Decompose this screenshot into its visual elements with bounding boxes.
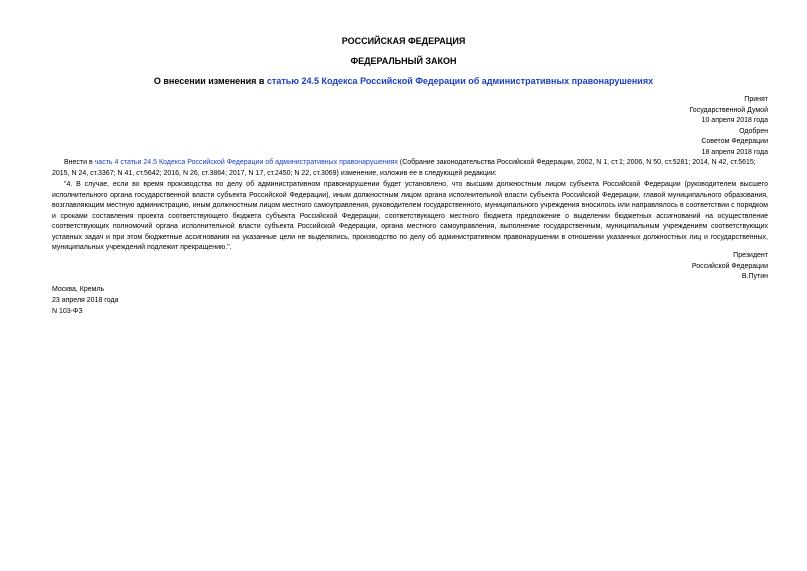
signature-title: Президент <box>733 252 768 259</box>
intro-line-2: 2015, N 24, ст.3367; N 41, ст.5642; 2016, N 26, ст.3864; 2017, N 17, ст.2450; N 22, ст.3069) изменение, изложив ее в следующей редакции: <box>52 169 497 177</box>
doc-type-heading: ФЕДЕРАЛЬНЫЙ ЗАКОН <box>350 56 457 66</box>
adoption-line-2: Государственной Думой <box>689 106 768 114</box>
footer-block <box>52 284 118 317</box>
signature-block <box>692 251 768 283</box>
law-title <box>0 76 807 86</box>
adoption-block <box>689 95 768 158</box>
footer-place: Москва, Кремль <box>52 286 105 293</box>
intro-paragraph <box>52 158 768 179</box>
adoption-line-6: 18 апреля 2018 года <box>701 148 768 156</box>
adoption-line-1: Принят <box>744 96 768 103</box>
adoption-line-3: 10 апреля 2018 года <box>701 117 768 124</box>
footer-number: N 103-ФЗ <box>52 308 83 315</box>
intro-link[interactable]: часть 4 статьи 24.5 Кодекса Российской Федерации об административных правонарушениях <box>94 159 398 166</box>
signature-country: Российской Федерации <box>691 262 768 270</box>
signature-name: В.Путин <box>741 273 768 280</box>
adoption-line-4: Одобрен <box>739 127 768 135</box>
footer-date: 23 апреля 2018 года <box>52 297 119 304</box>
country-heading: РОССИЙСКАЯ ФЕДЕРАЦИЯ <box>341 36 466 46</box>
amendment-text: "4. В случае, если во время производства по делу об административном правонарушении будет установлено, что высшим должностным лицом субъекта Российской Федерации (руководителем высшего исполнительного органа государственной власти субъекта Российской Федерации), иным должностным лицом органа исполнительной власти субъекта Российской Федерации, главой муниципального образования, возглавляющим местную администрацию, иным должностным лицом местного самоуправления, руководителем государственного, муниципального учреждения вносилось или направлялось в соответствии с порядком и сроками составления проекта соответствующего бюджета субъекта Российской Федерации, соответствующего местного бюджета предложение о выделении бюджетных ассигнований на осуществление соответствующих полномочий органа исполнительной власти субъекта Российской Федерации, органа местного самоуправления, выполнение государственным, муниципальным учреждением соответствующих уставных задач и при этом бюджетные ассигнования на указанные цели не выделялись, производство по делу об административном правонарушении в отношении указанных должностных лиц и государственных, муниципальных учреждений подлежит прекращению.". <box>52 181 768 251</box>
adoption-line-5: Советом Федерации <box>701 138 768 145</box>
intro-line-1 <box>52 158 768 169</box>
law-title-prefix: О внесении изменения в <box>153 76 267 86</box>
law-title-link[interactable]: статью 24.5 Кодекса Российской Федерации об административных правонарушениях <box>266 76 654 86</box>
intro-rest: (Собрание законодательства Российской Федерации, 2002, N 1, ст.1; 2006, N 50, ст.5281; 2014, N 42, ст.5615; <box>397 159 756 166</box>
intro-prefix: Внести в <box>64 159 95 166</box>
